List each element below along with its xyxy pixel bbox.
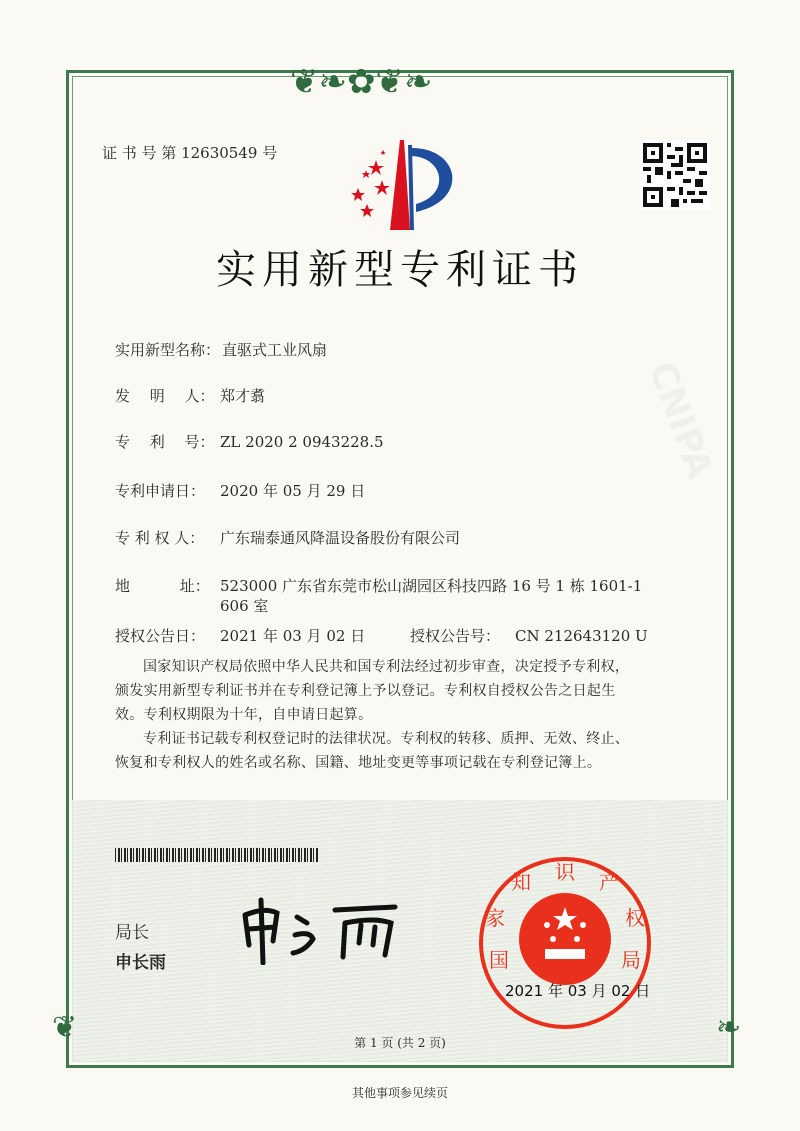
svg-text:局: 局	[621, 948, 641, 972]
field-application-date	[115, 481, 365, 501]
continuation-note: 其他事项参见续页	[351, 1086, 448, 1100]
svg-text:国: 国	[489, 948, 509, 972]
field-value-cont: 606 室	[220, 597, 269, 615]
field-inventor	[115, 386, 265, 406]
field-value: 2021 年 03 月 02 日	[220, 627, 366, 645]
page-number: 第 1 页 (共 2 页)	[354, 1036, 446, 1050]
cnipa-logo	[340, 140, 470, 234]
field-patentee	[115, 528, 460, 548]
body-text	[115, 655, 637, 775]
signatory-title: 局长	[115, 923, 149, 943]
qr-code	[640, 140, 710, 210]
field-value: CN 212643120 U	[515, 627, 648, 645]
field-label: 授权公告号：	[410, 627, 501, 645]
svg-text:产: 产	[599, 870, 619, 894]
svg-text:识: 识	[555, 860, 575, 884]
certificate-number: 证 书 号 第 12630549 号	[102, 144, 278, 162]
barcode	[115, 848, 318, 862]
field-label: 发 明 人：	[115, 387, 215, 405]
signatory-name: 申长雨	[115, 953, 166, 973]
paragraph: 专利证书记载专利权登记时的法律状况。专利权的转移、质押、无效、终止、恢复和专利权人的姓名或名称、国籍、地址变更等事项记载在专利登记簿上。	[115, 731, 630, 771]
field-label: 授权公告日：	[115, 627, 206, 645]
corner-ornament-icon: ❦	[52, 1010, 78, 1045]
field-value-group	[220, 576, 642, 616]
field-address	[115, 576, 642, 616]
field-value: 郑才翥	[220, 387, 266, 405]
field-announcement-number	[410, 626, 648, 646]
svg-text:知: 知	[511, 870, 531, 894]
field-label: 实用新型名称：	[115, 341, 221, 359]
seal-date: 2021 年 03 月 02 日	[505, 982, 651, 1000]
svg-text:权: 权	[625, 906, 645, 930]
field-value: 523000 广东省东莞市松山湖园区科技四路 16 号 1 栋 1601-1	[220, 577, 643, 595]
field-value: 直驱式工业风扇	[222, 341, 328, 359]
field-label: 专 利 号：	[115, 433, 215, 451]
paragraph: 国家知识产权局依照中华人民共和国专利法经过初步审查，决定授予专利权，颁发实用新型专利证书并在专利登记簿上予以登记。专利权自授权公告之日起生效。专利权期限为十年，自申请日起算。	[115, 659, 630, 723]
field-label: 地 址：	[115, 577, 210, 595]
field-label: 专 利 权 人：	[115, 529, 205, 547]
field-grant-date	[115, 626, 365, 646]
top-ornament-icon: ❦❧✿❦❧	[290, 62, 433, 102]
field-utility-model-name	[115, 340, 327, 360]
official-seal	[475, 853, 655, 1037]
svg-text:家: 家	[485, 906, 505, 930]
field-value: 广东瑞泰通风降温设备股份有限公司	[220, 529, 461, 547]
field-value: 2020 年 05 月 29 日	[220, 482, 366, 500]
handwritten-signature	[235, 895, 415, 969]
corner-ornament-icon: ❧	[716, 1010, 742, 1045]
field-patent-number	[115, 432, 384, 452]
page-title: 实用新型专利证书	[216, 247, 584, 293]
field-label: 专利申请日：	[115, 482, 206, 500]
field-value: ZL 2020 2 0943228.5	[220, 433, 384, 451]
